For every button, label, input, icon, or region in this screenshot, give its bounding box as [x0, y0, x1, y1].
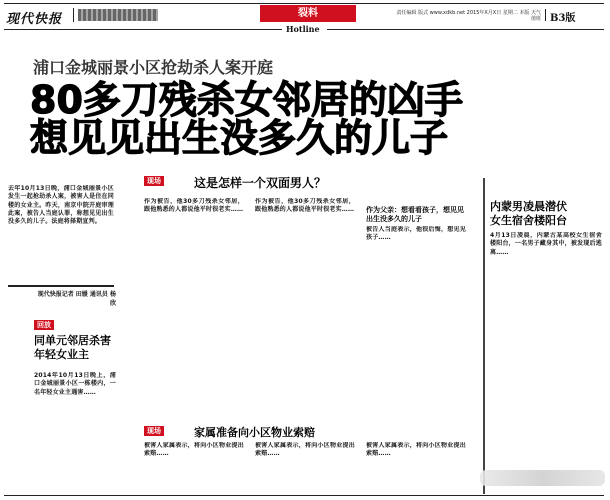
paper-name: 现代快报 [6, 12, 63, 27]
headline-line2: 想见见出生没多久的儿子 [30, 116, 449, 160]
section-title: 同单元邻居杀害年轻女业主 [34, 334, 111, 361]
section-body-continued: 被害人家属表示，将向小区物业提出索赔…… [255, 442, 355, 458]
kicker: 浦口金城丽景小区抢劫杀人案开庭 [33, 58, 274, 77]
section-body: 被告人当庭表示，他很后悔，想见见孩子…… [366, 226, 466, 242]
page-divider [545, 9, 546, 21]
masthead-divider [73, 8, 74, 22]
section-tag: 现场 [144, 426, 164, 436]
header-meta: 责任编辑 版式 www.xdkb.net 2015年X月X日 星期二 本版 天气 值班 [396, 10, 541, 22]
watermark [480, 470, 605, 486]
section-body-continued: 作为被告，他30多刀残杀女邻居，跟他熟悉的人都说他平时很老实…… [255, 198, 355, 214]
bottom-rule [4, 495, 604, 496]
section-tag: 回放 [34, 320, 54, 330]
sidebar-title [490, 200, 605, 228]
section-body: 被害人家属表示，将向小区物业提出索赔…… [144, 442, 244, 458]
sidebar-body: 4月13日凌晨，内蒙古某高校女生宿舍楼阳台，一名男子藏身其中，被发现后逃离…… [490, 232, 602, 256]
section-body: 2014年10月13日晚上，浦口金城丽景小区一栋楼内，一名年轻女业主遇害…… [34, 372, 116, 396]
page-number: B3版 [550, 13, 576, 24]
byline: 现代快报记者 田媛 通讯员 杨欣 [37, 291, 116, 307]
section-title: 作为父亲：想看看孩子，想见见出生没多久的儿子 [366, 206, 464, 223]
column-divider [483, 178, 485, 494]
section-body: 作为被告，他30多刀残杀女邻居，跟他熟悉的人都说他平时很老实…… [144, 198, 244, 214]
section-title: 这是怎样一个双面男人？ [194, 176, 327, 190]
sidebar-title-line1: 内蒙男凌晨潜伏 [490, 200, 567, 213]
section-title: 家属准备向小区物业索赔 [194, 426, 315, 439]
section-tab: 裂料 [260, 5, 356, 22]
lead-text: 去年10月13日晚，浦口金城丽景小区发生一起抢劫杀人案，被害人是住在同楼的女业主。昨天，南京中院开庭审理此案，被告人当庭认罪，称想见见出生没多久的儿子。法庭将择期宣判。 [8, 185, 114, 226]
lead-rule [8, 285, 114, 287]
header-rule-left [4, 29, 282, 30]
section-body-continued: 被害人家属表示，将向小区物业提出索赔…… [366, 442, 466, 458]
masthead-logo [78, 9, 158, 21]
header-rule-right [327, 29, 604, 30]
headline-line1: 80多刀残杀女邻居的凶手 [30, 78, 463, 122]
hotline-label: Hotline [286, 24, 320, 34]
section-tag: 现场 [144, 176, 164, 186]
sidebar-title-line2: 女生宿舍楼阳台 [490, 214, 567, 227]
top-rule [4, 3, 604, 4]
